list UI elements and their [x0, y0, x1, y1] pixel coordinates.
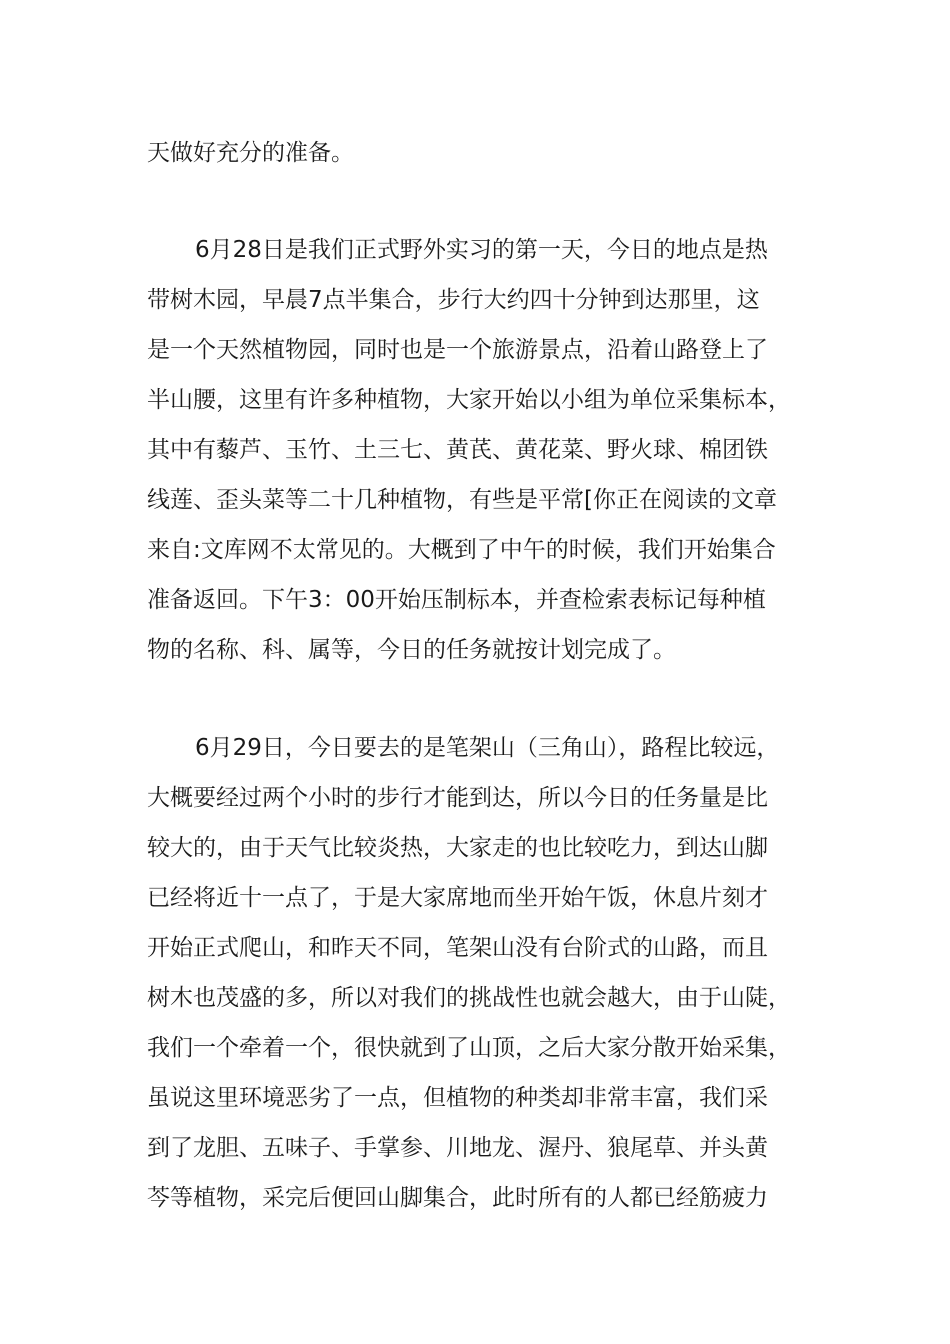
paragraph-line: 天做好充分的准备。 [147, 140, 354, 166]
paragraph-line: 其中有藜芦、玉竹、土三七、黄芪、黄花菜、野火球、棉团铁 [147, 437, 768, 463]
paragraph-line: 开始正式爬山，和昨天不同，笔架山没有台阶式的山路，而且 [147, 935, 768, 961]
paragraph-line: 来自:文库网不太常见的。大概到了中午的时候，我们开始集合 [147, 537, 776, 563]
paragraph-line: 到了龙胆、五味子、手掌参、川地龙、渥丹、狼尾草、并头黄 [147, 1135, 768, 1161]
paragraph-line: 6月28日是我们正式野外实习的第一天，今日的地点是热 [195, 237, 768, 263]
paragraph-line: 大概要经过两个小时的步行才能到达，所以今日的任务量是比 [147, 785, 768, 811]
paragraph-line: 半山腰，这里有许多种植物，大家开始以小组为单位采集标本， [147, 387, 791, 413]
paragraph-line: 是一个天然植物园，同时也是一个旅游景点，沿着山路登上了 [147, 337, 768, 363]
paragraph-line: 较大的，由于天气比较炎热，大家走的也比较吃力，到达山脚 [147, 835, 768, 861]
paragraph-line: 带树木园，早晨7点半集合，步行大约四十分钟到达那里，这 [147, 287, 760, 313]
paragraph-line: 物的名称、科、属等，今日的任务就按计划完成了。 [147, 637, 676, 663]
paragraph-line: 我们一个牵着一个，很快就到了山顶，之后大家分散开始采集， [147, 1035, 791, 1061]
paragraph-line: 虽说这里环境恶劣了一点，但植物的种类却非常丰富，我们采 [147, 1085, 768, 1111]
paragraph-line: 芩等植物，采完后便回山脚集合，此时所有的人都已经筋疲力 [147, 1185, 768, 1211]
paragraph-line: 树木也茂盛的多，所以对我们的挑战性也就会越大，由于山陡， [147, 985, 791, 1011]
paragraph-line: 已经将近十一点了，于是大家席地而坐开始午饭，休息片刻才 [147, 885, 768, 911]
paragraph-line: 6月29日，今日要去的是笔架山（三角山），路程比较远， [195, 735, 780, 761]
paragraph-line: 线莲、歪头菜等二十几种植物，有些是平常[你正在阅读的文章 [147, 487, 777, 513]
paragraph-line: 准备返回。下午3：00开始压制标本，并查检索表标记每种植 [147, 587, 766, 613]
